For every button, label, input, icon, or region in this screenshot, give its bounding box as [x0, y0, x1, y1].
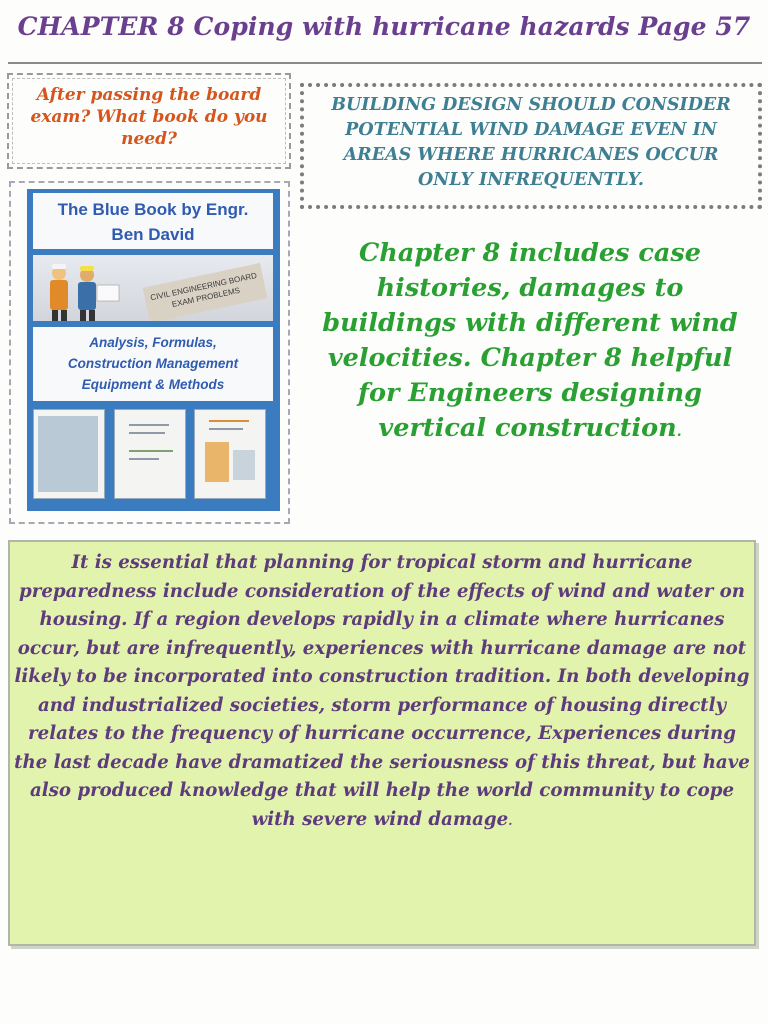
body-paragraph-end-mark: . — [508, 813, 513, 828]
chapter-summary-end-mark: . — [676, 424, 682, 440]
body-text-box — [8, 540, 756, 946]
book-thumbnail — [114, 409, 186, 499]
thumbnail-figure — [205, 442, 229, 482]
thumbnail-figure — [233, 450, 255, 480]
engineers-illustration-icon — [41, 261, 125, 321]
body-paragraph-text: It is essential that planning for tropical storm and hurricane preparedness include consideration of the effects of wind and water on housing. If a region develops rapidly in a climate where hurricanes occur, but are infrequently, experiences with hurricane damage are not likely to be incorporated into construction tradition. In both developing and industrialized societies, storm performance of housing directly relates to the frequency of hurricane occurrence, Experiences during the last decade have dramatized the seriousness of this threat, but have also produced knowledge that will help the world community to cope with severe wind damage — [14, 552, 750, 830]
book-cover-tag: CIVIL ENGINEERING BOARD EXAM PROBLEMS — [143, 263, 268, 321]
book-ad[interactable] — [27, 189, 280, 511]
header-divider — [8, 62, 762, 64]
design-callout-text: BUILDING DESIGN SHOULD CONSIDER POTENTIAL WIND DAMAGE EVEN IN AREAS WHERE HURRICANES OCCUR ONLY INFREQUENTLY. — [331, 95, 731, 190]
chapter-summary — [318, 236, 742, 450]
question-callout-text: After passing the board exam? What book do you need? — [30, 85, 268, 149]
book-ad-topics: Analysis, Formulas, Construction Management Equipment & Methods — [33, 327, 273, 401]
thumbnail-text-line — [129, 424, 169, 426]
thumbnail-text-line — [129, 458, 159, 460]
body-paragraph — [14, 549, 750, 835]
chapter-summary-text: Chapter 8 includes case histories, damages to buildings with different wind velocities. Chapter 8 helpful for Engineers designing vertical construction — [322, 238, 738, 443]
question-callout — [7, 73, 291, 169]
book-thumbnail-cover — [38, 416, 98, 492]
thumbnail-text-line — [129, 450, 173, 452]
book-ad-photo — [33, 255, 273, 321]
book-thumbnail — [33, 409, 105, 499]
thumbnail-text-line — [209, 428, 243, 430]
thumbnail-text-line — [209, 420, 249, 422]
book-ad-title: The Blue Book by Engr. Ben David — [33, 193, 273, 249]
book-thumbnail — [194, 409, 266, 499]
thumbnail-text-line — [129, 432, 165, 434]
page-header-title: CHAPTER 8 Coping with hurricane hazards Page 57 — [17, 12, 751, 41]
design-callout — [300, 83, 762, 209]
